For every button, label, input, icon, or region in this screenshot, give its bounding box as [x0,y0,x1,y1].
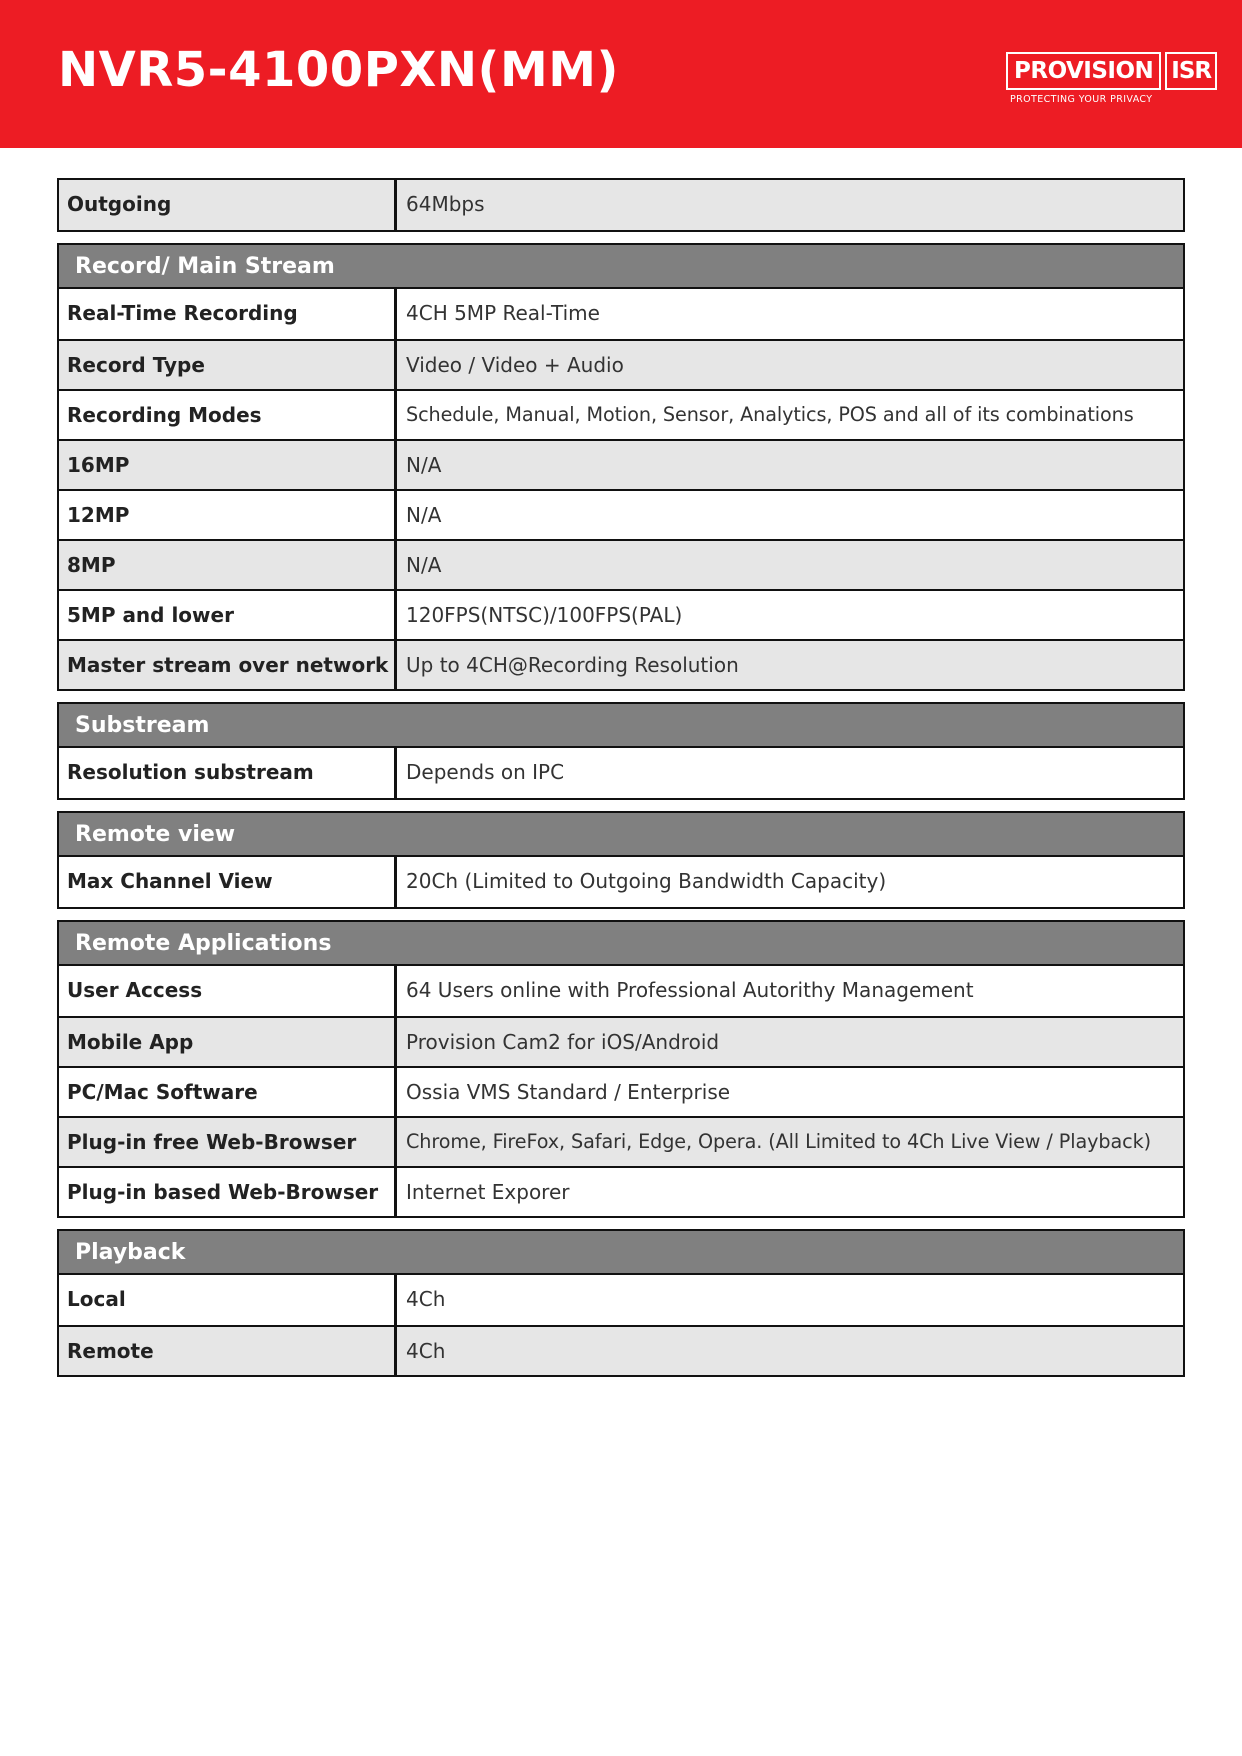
spec-tables [57,178,1185,1388]
spec-value: N/A [406,453,442,477]
spec-row [59,539,1183,589]
spec-value: Ossia VMS Standard / Enterprise [406,1080,731,1104]
page-title: NVR5-4100PXN(MM) [58,42,619,98]
spec-label: 12MP [59,491,397,539]
spec-section [57,702,1185,800]
spec-row [59,1116,1183,1166]
spec-label: Max Channel View [59,857,397,907]
spec-row [59,489,1183,539]
spec-value: Video / Video + Audio [406,353,624,377]
spec-row [59,289,1183,339]
spec-row [59,439,1183,489]
spec-section [57,811,1185,909]
section-header: Substream [59,704,1183,748]
spec-value: N/A [406,503,442,527]
spec-section [57,178,1185,232]
spec-value: N/A [406,553,442,577]
page-header [0,0,1242,148]
spec-label: Real-Time Recording [59,289,397,339]
spec-value: 4CH 5MP Real-Time [406,301,600,325]
spec-value: Provision Cam2 for iOS/Android [406,1030,720,1054]
section-header: Remote view [59,813,1183,857]
logo-wordmark: PROVISION [1006,52,1161,90]
spec-value: Chrome, FireFox, Safari, Edge, Opera. (All Limited to 4Ch Live View / Playback) [406,1130,1151,1153]
spec-row [59,389,1183,439]
spec-label: User Access [59,966,397,1016]
spec-value: Internet Exporer [406,1180,570,1204]
spec-label: Outgoing [59,180,397,230]
spec-row [59,1275,1183,1325]
spec-row [59,748,1183,798]
provision-isr-logo [1006,52,1212,108]
spec-label: Resolution substream [59,748,397,798]
spec-value: 120FPS(NTSC)/100FPS(PAL) [406,603,683,627]
spec-section [57,920,1185,1218]
spec-row [59,639,1183,689]
spec-value: 20Ch (Limited to Outgoing Bandwidth Capacity) [406,869,887,893]
spec-row [59,1325,1183,1375]
section-header: Record/ Main Stream [59,245,1183,289]
spec-section [57,243,1185,691]
spec-value: 64Mbps [406,192,485,216]
spec-label: Remote [59,1327,397,1375]
spec-value: Up to 4CH@Recording Resolution [406,653,739,677]
logo-isr-mark: ISR [1165,52,1217,90]
spec-row [59,1016,1183,1066]
spec-label: Plug-in free Web-Browser [59,1118,397,1166]
spec-label: Plug-in based Web-Browser [59,1168,397,1216]
spec-label: PC/Mac Software [59,1068,397,1116]
spec-label: 16MP [59,441,397,489]
logo-tagline: PROTECTING YOUR PRIVACY [1010,94,1153,105]
spec-row [59,339,1183,389]
spec-label: 5MP and lower [59,591,397,639]
spec-row [59,1066,1183,1116]
spec-value: 64 Users online with Professional Autorithy Management [406,978,974,1002]
spec-value: 4Ch [406,1287,446,1311]
spec-row [59,1166,1183,1216]
spec-value: Schedule, Manual, Motion, Sensor, Analytics, POS and all of its combinations [406,403,1134,426]
spec-value: 4Ch [406,1339,446,1363]
spec-row [59,180,1183,230]
spec-label: 8MP [59,541,397,589]
spec-value: Depends on IPC [406,760,565,784]
section-header: Playback [59,1231,1183,1275]
spec-label: Master stream over network [59,641,397,689]
section-header: Remote Applications [59,922,1183,966]
spec-section [57,1229,1185,1377]
spec-label: Recording Modes [59,391,397,439]
spec-label: Mobile App [59,1018,397,1066]
spec-row [59,966,1183,1016]
spec-label: Local [59,1275,397,1325]
spec-row [59,857,1183,907]
logo-mark [1006,52,1217,90]
spec-row [59,589,1183,639]
spec-label: Record Type [59,341,397,389]
